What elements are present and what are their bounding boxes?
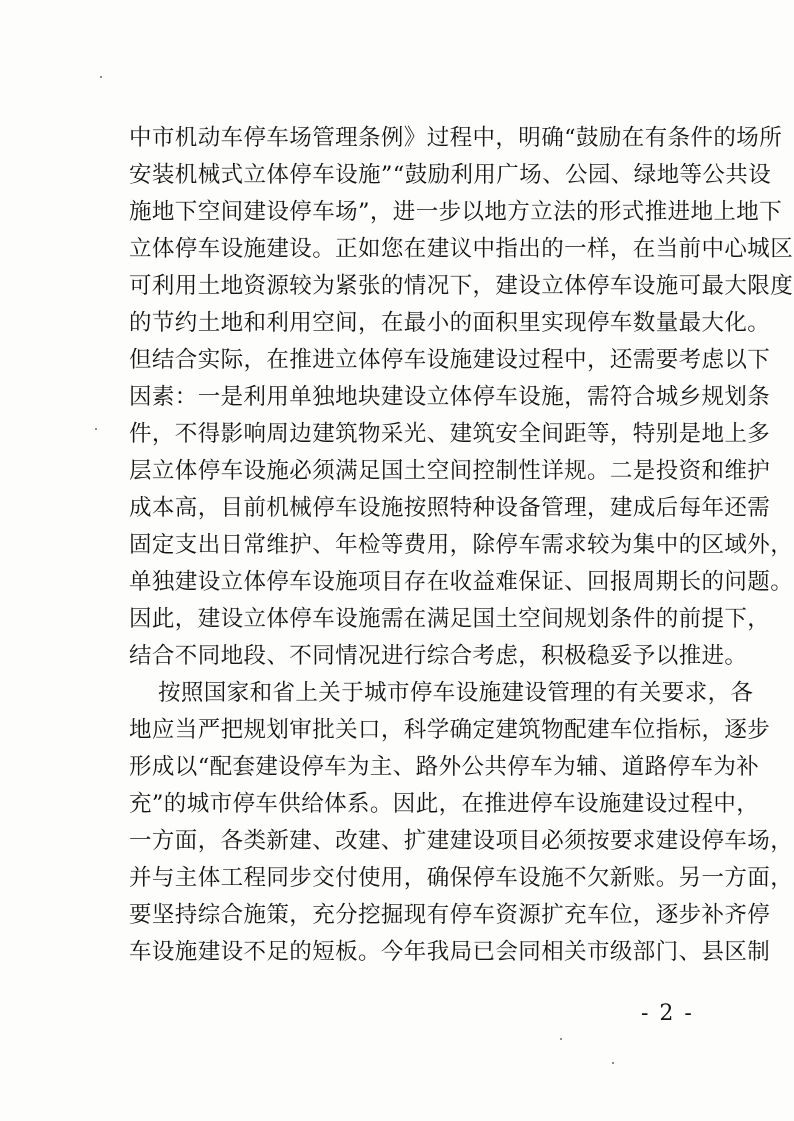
text-line: 因素：一是利用单独地块建设立体停车设施，需符合城乡规划条: [129, 384, 771, 410]
text-line: 件，不得影响周边建筑物采光、建筑安全间距等，特别是地上多: [129, 421, 771, 447]
text-line: 充”的城市停车供给体系。因此，在推进停车设施建设过程中，: [129, 791, 760, 817]
text-line: 固定支出日常维护、年检等费用，除停车需求较为集中的区域外，: [129, 532, 794, 558]
scan-speck: [100, 76, 102, 78]
document-body: [129, 120, 794, 971]
text-line: 中市机动车停车场管理条例》过程中，明确“鼓励在有条件的场所: [129, 125, 783, 151]
text-line: 施地下空间建设停车场”，进一步以地方立法的形式推进地上地下: [129, 199, 783, 225]
text-line: 形成以“配套建设停车为主、路外公共停车为辅、道路停车为补: [129, 754, 760, 780]
text-line: 结合不同地段、不同情况进行综合考虑，积极稳妥予以推进。: [129, 643, 748, 669]
text-line: 车设施建设不足的短板。今年我局已会同相关市级部门、县区制: [129, 939, 771, 965]
text-line: 但结合实际，在推进立体停车设施建设过程中，还需要考虑以下: [129, 347, 771, 373]
text-line: 按照国家和省上关于城市停车设施建设管理的有关要求，各: [158, 680, 754, 706]
scan-speck: [95, 428, 97, 430]
paragraph: [129, 675, 794, 971]
text-line: 立体停车设施建设。正如您在建议中指出的一样，在当前中心城区: [129, 236, 794, 262]
text-line: 单独建设立体停车设施项目存在收益难保证、回报周期长的问题。: [129, 569, 794, 595]
page-number: - 2 -: [641, 1001, 694, 1026]
paragraph: [129, 120, 794, 675]
text-line: 并与主体工程同步交付使用，确保停车设施不欠新账。另一方面，: [129, 865, 794, 891]
text-line: 安装机械式立体停车设施”“鼓励利用广场、公园、绿地等公共设: [129, 162, 772, 188]
text-line: 层立体停车设施必须满足国土空间控制性详规。二是投资和维护: [129, 458, 771, 484]
text-line: 一方面，各类新建、改建、扩建建设项目必须按要求建设停车场，: [129, 828, 794, 854]
text-line: 可利用土地资源较为紧张的情况下，建设立体停车设施可最大限度: [129, 273, 794, 299]
scan-speck: [612, 1062, 614, 1064]
scan-speck: [560, 1038, 562, 1040]
text-line: 要坚持综合施策，充分挖掘现有停车资源扩充车位，逐步补齐停: [129, 902, 771, 928]
text-line: 的节约土地和利用空间，在最小的面积里实现停车数量最大化。: [129, 310, 771, 336]
text-line: 地应当严把规划审批关口，科学确定建筑物配建车位指标，逐步: [129, 717, 771, 743]
text-line: 成本高，目前机械停车设施按照特种设备管理，建成后每年还需: [129, 495, 771, 521]
text-line: 因此，建设立体停车设施需在满足国土空间规划条件的前提下，: [129, 606, 771, 632]
